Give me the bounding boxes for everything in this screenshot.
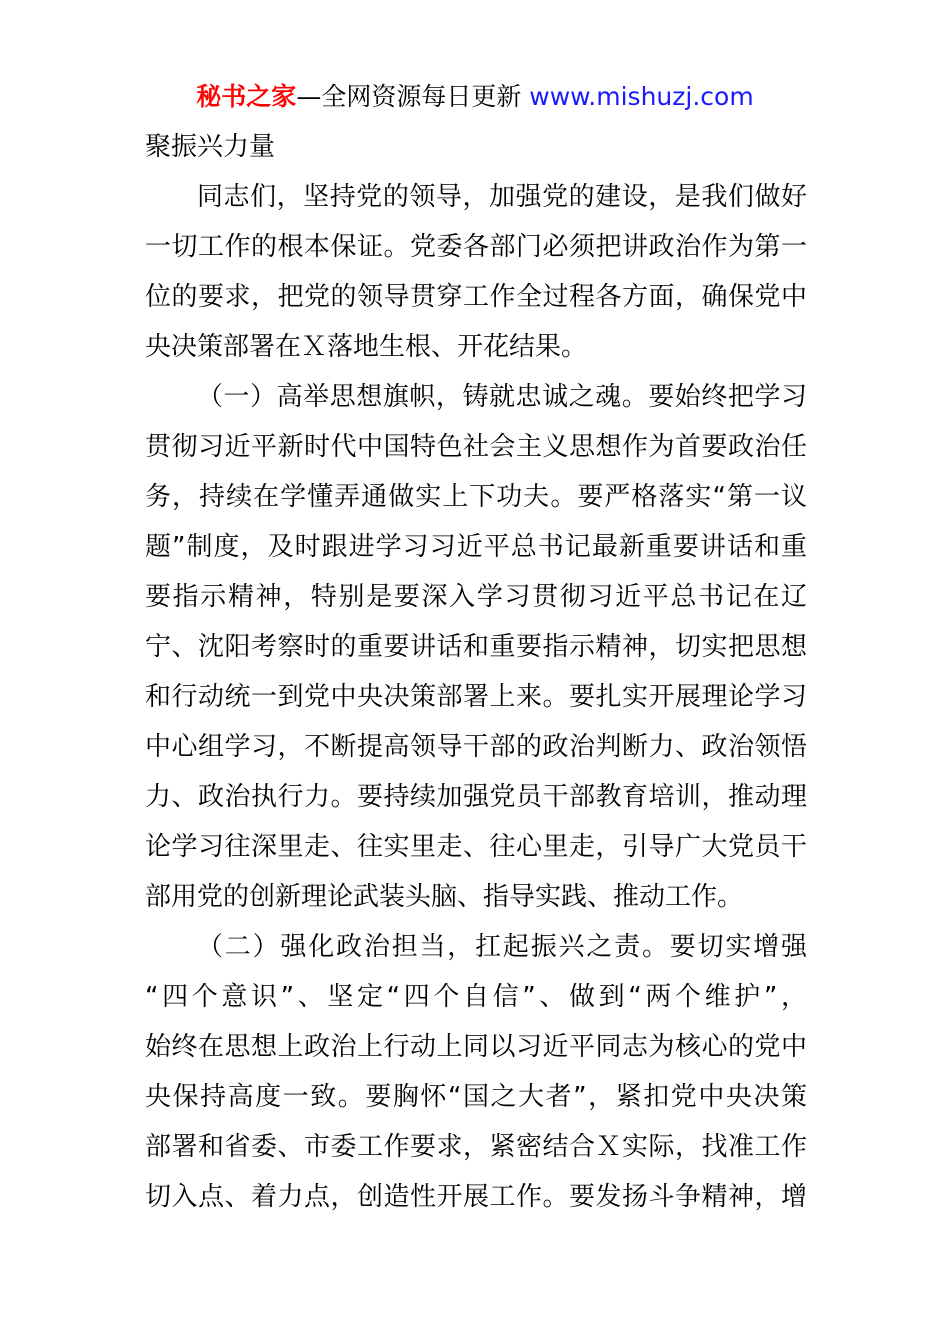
text-line: 始终在思想上政治上行动上同以习近平同志为核心的党中	[145, 1032, 807, 1062]
text-line: （二）强化政治担当，扛起振兴之责。要切实增强	[197, 932, 807, 962]
site-tagline: —全网资源每日更新	[296, 82, 530, 111]
text-line: 央保持高度一致。要胸怀“国之大者”，紧扣党中央决策	[145, 1082, 807, 1112]
watermark-header	[0, 80, 950, 114]
text-line: 和行动统一到党中央决策部署上来。要扎实开展理论学习	[145, 682, 807, 712]
site-brand: 秘书之家	[196, 82, 297, 111]
text-line: 宁、沈阳考察时的重要讲话和重要指示精神，切实把思想	[145, 632, 807, 662]
text-line: 贯彻习近平新时代中国特色社会主义思想作为首要政治任	[145, 432, 807, 462]
text-line: 部署和省委、市委工作要求，紧密结合Ｘ实际，找准工作	[145, 1132, 807, 1162]
text-line: 位的要求，把党的领导贯穿工作全过程各方面，确保党中	[145, 282, 807, 312]
text-line: 力、政治执行力。要持续加强党员干部教育培训，推动理	[145, 782, 807, 812]
text-line: 切入点、着力点，创造性开展工作。要发扬斗争精神，增	[145, 1182, 807, 1212]
text-line: 要指示精神，特别是要深入学习贯彻习近平总书记在辽	[145, 582, 807, 612]
text-line: 央决策部署在Ｘ落地生根、开花结果。	[145, 332, 588, 362]
text-line: （一）高举思想旗帜，铸就忠诚之魂。要始终把学习	[197, 382, 807, 412]
text-line: 一切工作的根本保证。党委各部门必须把讲政治作为第一	[145, 232, 807, 262]
text-line: 务，持续在学懂弄通做实上下功夫。要严格落实“第一议	[145, 482, 807, 512]
text-line: 部用党的创新理论武装头脑、指导实践、推动工作。	[145, 882, 744, 912]
document-body	[145, 125, 807, 1225]
text-line: “四个意识”、坚定“四个自信”、做到“两个维护”，	[145, 982, 807, 1012]
text-line: 中心组学习，不断提高领导干部的政治判断力、政治领悟	[145, 732, 807, 762]
text-line: 聚振兴力量	[145, 132, 276, 162]
site-url-link[interactable]: www.mishuzj.com	[529, 82, 754, 111]
text-line: 同志们，坚持党的领导，加强党的建设，是我们做好	[197, 182, 807, 212]
text-line: 论学习往深里走、往实里走、往心里走，引导广大党员干	[145, 832, 807, 862]
text-line: 题”制度，及时跟进学习习近平总书记最新重要讲话和重	[145, 532, 807, 562]
